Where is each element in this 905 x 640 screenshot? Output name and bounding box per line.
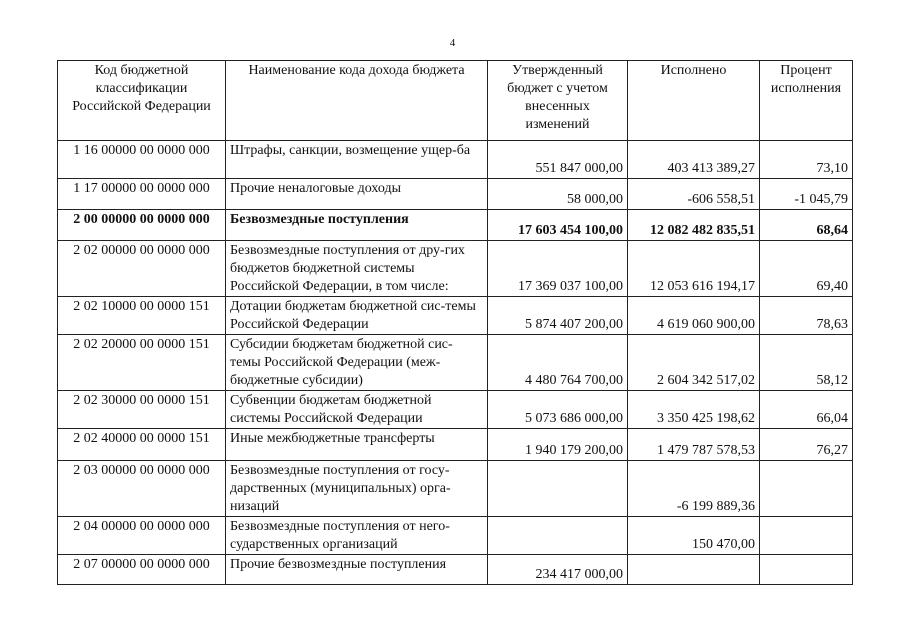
revenue-table <box>57 60 853 585</box>
cell-code: 2 02 10000 00 0000 151 <box>58 297 226 335</box>
cell-percent <box>760 517 853 555</box>
cell-executed: 403 413 389,27 <box>628 141 760 179</box>
cell-approved: 234 417 000,00 <box>488 555 628 585</box>
cell-approved: 58 000,00 <box>488 179 628 210</box>
table-row <box>58 461 853 517</box>
cell-code: 2 00 00000 00 0000 000 <box>58 210 226 241</box>
cell-approved: 551 847 000,00 <box>488 141 628 179</box>
cell-approved <box>488 517 628 555</box>
cell-code: 2 07 00000 00 0000 000 <box>58 555 226 585</box>
header-executed: Исполнено <box>628 61 760 141</box>
cell-code: 2 02 00000 00 0000 000 <box>58 241 226 297</box>
cell-name: Безвозмездные поступления от него-сударственных организаций <box>226 517 488 555</box>
cell-approved: 17 369 037 100,00 <box>488 241 628 297</box>
cell-percent: 78,63 <box>760 297 853 335</box>
cell-code: 2 03 00000 00 0000 000 <box>58 461 226 517</box>
cell-executed: 2 604 342 517,02 <box>628 335 760 391</box>
cell-executed <box>628 555 760 585</box>
cell-name: Иные межбюджетные трансферты <box>226 429 488 461</box>
header-code: Код бюджетной классификации Российской Федерации <box>58 61 226 141</box>
cell-name: Штрафы, санкции, возмещение ущер-ба <box>226 141 488 179</box>
header-name: Наименование кода дохода бюджета <box>226 61 488 141</box>
cell-approved: 1 940 179 200,00 <box>488 429 628 461</box>
cell-executed: 12 082 482 835,51 <box>628 210 760 241</box>
cell-name: Субсидии бюджетам бюджетной сис-темы Российской Федерации (меж-бюджетные субсидии) <box>226 335 488 391</box>
cell-name: Безвозмездные поступления от дру-гих бюджетов бюджетной системы Российской Федерации, в том числе: <box>226 241 488 297</box>
cell-executed: -6 199 889,36 <box>628 461 760 517</box>
table-row <box>58 517 853 555</box>
cell-approved <box>488 461 628 517</box>
cell-code: 1 17 00000 00 0000 000 <box>58 179 226 210</box>
header-percent: Процент исполнения <box>760 61 853 141</box>
cell-approved: 5 073 686 000,00 <box>488 391 628 429</box>
cell-name: Безвозмездные поступления от госу-дарственных (муниципальных) орга-низаций <box>226 461 488 517</box>
cell-executed: 1 479 787 578,53 <box>628 429 760 461</box>
table-row <box>58 179 853 210</box>
cell-name: Дотации бюджетам бюджетной сис-темы Российской Федерации <box>226 297 488 335</box>
cell-percent: 73,10 <box>760 141 853 179</box>
table-row <box>58 297 853 335</box>
cell-percent: 66,04 <box>760 391 853 429</box>
cell-executed: -606 558,51 <box>628 179 760 210</box>
table-row <box>58 391 853 429</box>
cell-code: 1 16 00000 00 0000 000 <box>58 141 226 179</box>
cell-code: 2 02 40000 00 0000 151 <box>58 429 226 461</box>
table-row <box>58 210 853 241</box>
table-row <box>58 429 853 461</box>
table-row <box>58 241 853 297</box>
cell-percent: 69,40 <box>760 241 853 297</box>
cell-code: 2 02 30000 00 0000 151 <box>58 391 226 429</box>
cell-percent: -1 045,79 <box>760 179 853 210</box>
table-header-row <box>58 61 853 141</box>
header-approved: Утвержденный бюджет с учетом внесенных изменений <box>488 61 628 141</box>
page-number: 4 <box>449 37 456 49</box>
table-row <box>58 335 853 391</box>
cell-percent <box>760 461 853 517</box>
cell-name: Субвенции бюджетам бюджетной системы Российской Федерации <box>226 391 488 429</box>
cell-executed: 4 619 060 900,00 <box>628 297 760 335</box>
cell-executed: 150 470,00 <box>628 517 760 555</box>
cell-executed: 3 350 425 198,62 <box>628 391 760 429</box>
cell-name: Безвозмездные поступления <box>226 210 488 241</box>
table-row <box>58 555 853 585</box>
cell-code: 2 02 20000 00 0000 151 <box>58 335 226 391</box>
cell-approved: 4 480 764 700,00 <box>488 335 628 391</box>
cell-percent: 68,64 <box>760 210 853 241</box>
cell-name: Прочие безвозмездные поступления <box>226 555 488 585</box>
cell-percent: 76,27 <box>760 429 853 461</box>
cell-code: 2 04 00000 00 0000 000 <box>58 517 226 555</box>
cell-approved: 17 603 454 100,00 <box>488 210 628 241</box>
cell-executed: 12 053 616 194,17 <box>628 241 760 297</box>
cell-percent <box>760 555 853 585</box>
cell-percent: 58,12 <box>760 335 853 391</box>
cell-name: Прочие неналоговые доходы <box>226 179 488 210</box>
table-row <box>58 141 853 179</box>
cell-approved: 5 874 407 200,00 <box>488 297 628 335</box>
table-body <box>58 141 853 585</box>
